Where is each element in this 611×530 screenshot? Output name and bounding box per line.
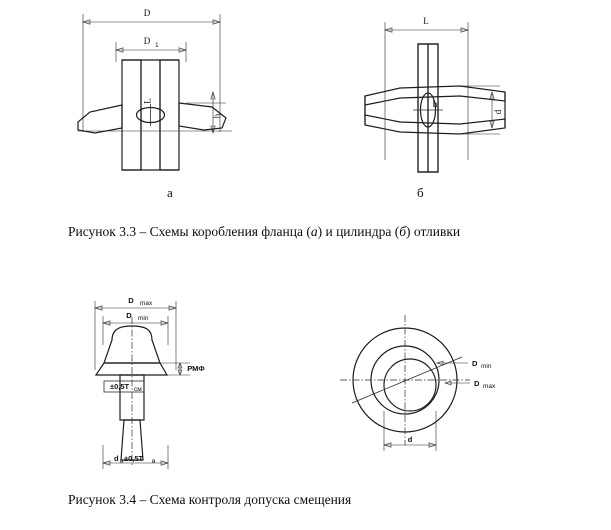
svg-text:см: см: [134, 386, 142, 393]
svg-text:h: h: [432, 99, 438, 109]
svg-text:h: h: [212, 113, 222, 119]
figure-3-3-sublabel-b: б: [417, 185, 424, 200]
svg-text:D: D: [126, 311, 132, 320]
caption-3-3-suffix: ) отливки: [406, 224, 461, 239]
svg-text:d: d: [114, 454, 119, 463]
svg-text:L: L: [423, 16, 429, 26]
svg-text:±0,5T: ±0,5T: [110, 382, 130, 391]
svg-text:в: в: [152, 458, 156, 465]
figure-3-4-caption: [40, 490, 576, 510]
svg-text:D: D: [472, 359, 478, 368]
figure-3-4: [0, 285, 611, 485]
svg-text:D: D: [143, 36, 151, 46]
caption-3-4-text: Рисунок 3.4 – Схема контроля допуска смещения: [68, 492, 352, 507]
figure-3-4-drawing: [0, 285, 611, 485]
svg-text:D: D: [128, 296, 134, 305]
caption-3-3-mid: ) и цилиндра (: [317, 224, 400, 239]
cylinder-warping-drawing: [365, 16, 505, 172]
svg-text:±0,5T: ±0,5T: [124, 454, 144, 463]
figure-3-3-caption: [40, 222, 576, 242]
figure-3-3-sublabel-a: а: [167, 185, 173, 200]
svg-text:max: max: [140, 300, 153, 307]
svg-text:min: min: [481, 363, 492, 370]
caption-3-3-prefix: Рисунок 3.3 – Схемы коробления фланца (: [68, 224, 311, 239]
svg-text:min: min: [138, 315, 149, 322]
flange-warping-drawing: [78, 8, 232, 170]
offset-tolerance-section-drawing: [95, 296, 205, 469]
figure-3-3-drawing: [0, 0, 611, 205]
svg-text:1: 1: [155, 42, 159, 49]
figure-3-3: [0, 0, 611, 205]
svg-text:D: D: [143, 8, 151, 18]
caption-3-3-italic-a: а: [310, 224, 318, 239]
svg-text:max: max: [483, 383, 496, 390]
svg-text:d: d: [493, 109, 503, 115]
offset-tolerance-plan-drawing: [340, 315, 496, 451]
svg-text:РМФ: РМФ: [187, 364, 205, 373]
svg-text:L: L: [142, 98, 153, 104]
svg-text:D: D: [474, 379, 480, 388]
svg-text:в: в: [120, 458, 124, 465]
svg-text:d: d: [407, 435, 413, 444]
caption-3-3-italic-b: б: [399, 224, 406, 239]
